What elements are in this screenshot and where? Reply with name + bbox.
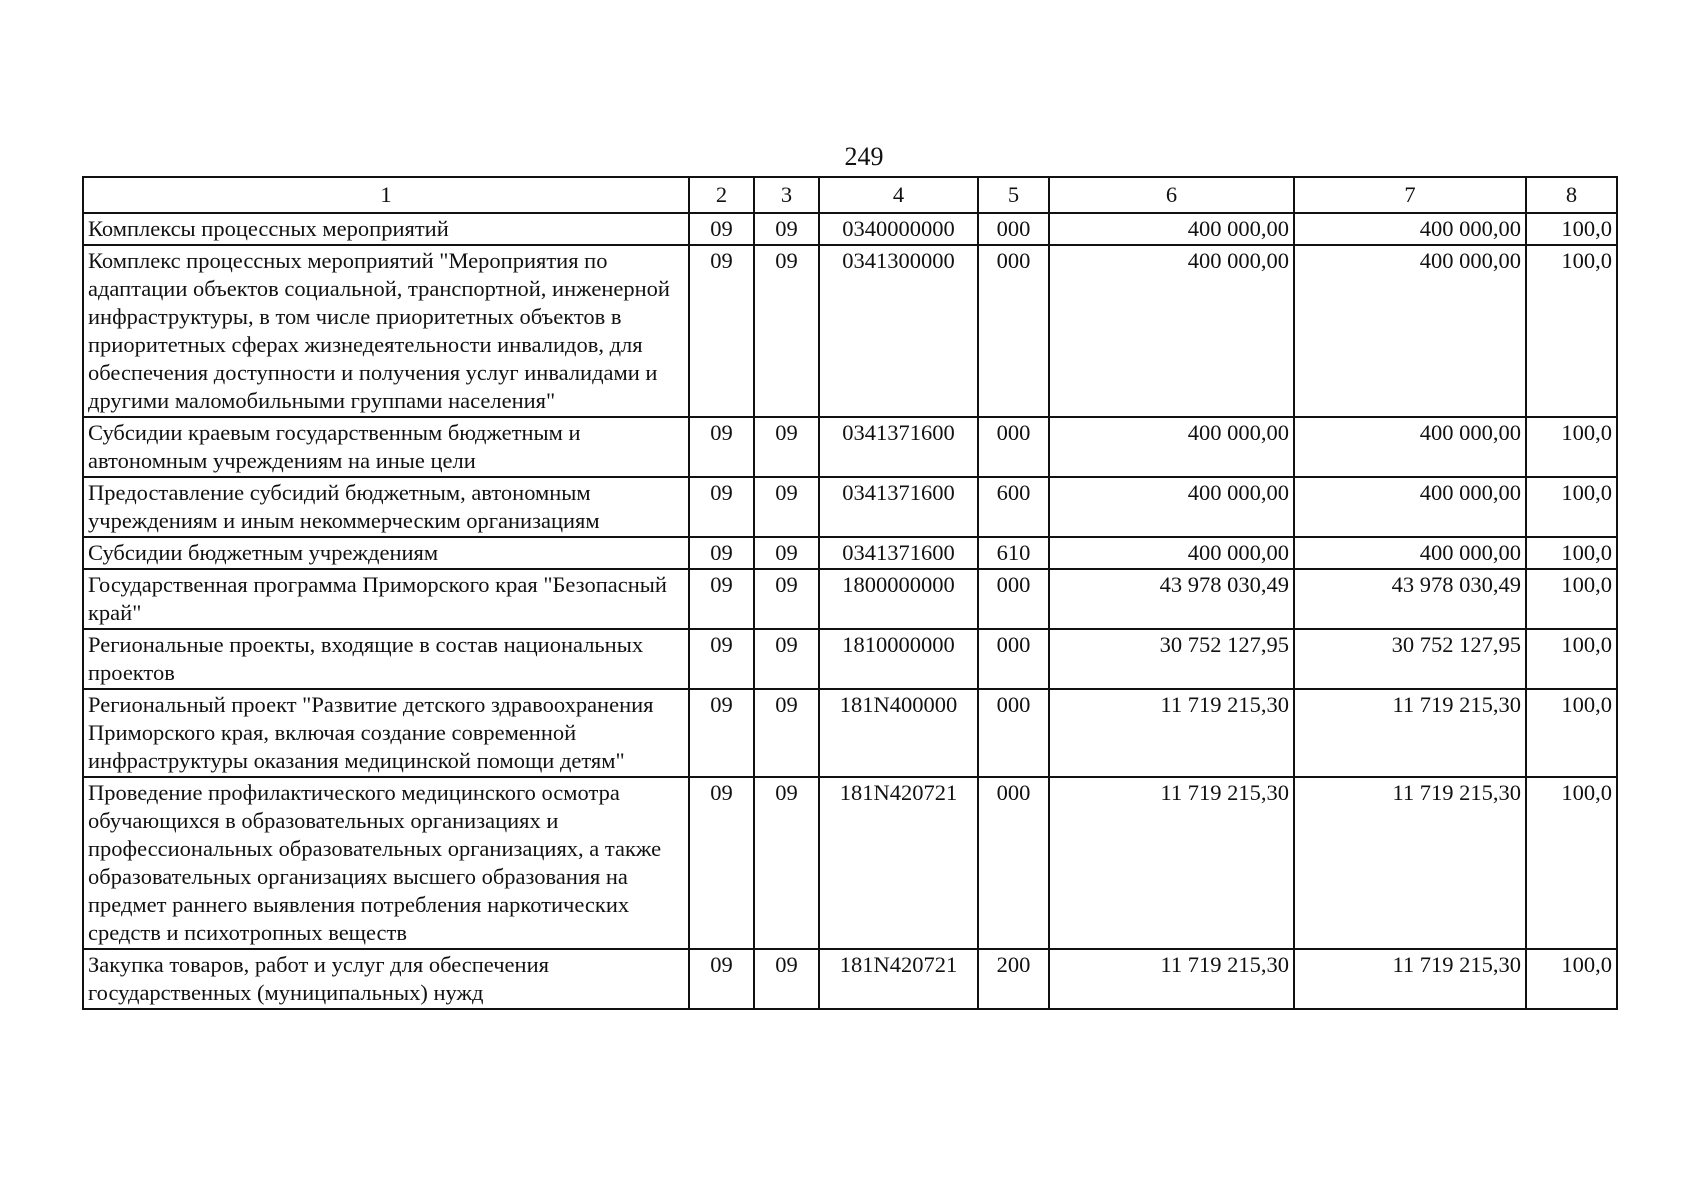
row-target-article: 1810000000 <box>819 629 978 689</box>
table-row <box>83 777 1617 949</box>
row-target-article: 0340000000 <box>819 213 978 245</box>
budget-table <box>82 176 1618 1010</box>
row-section: 09 <box>689 629 754 689</box>
table-body <box>83 213 1617 1009</box>
row-target-article: 0341300000 <box>819 245 978 417</box>
row-amount-executed: 400 000,00 <box>1294 213 1526 245</box>
row-percent: 100,0 <box>1526 213 1617 245</box>
row-percent: 100,0 <box>1526 537 1617 569</box>
row-expense-type: 000 <box>978 777 1049 949</box>
row-amount-planned: 11 719 215,30 <box>1049 949 1294 1009</box>
row-target-article: 181N420721 <box>819 777 978 949</box>
row-target-article: 181N400000 <box>819 689 978 777</box>
row-section: 09 <box>689 689 754 777</box>
column-header-6: 6 <box>1049 177 1294 213</box>
row-amount-planned: 30 752 127,95 <box>1049 629 1294 689</box>
row-target-article: 0341371600 <box>819 537 978 569</box>
row-amount-executed: 400 000,00 <box>1294 477 1526 537</box>
table-row <box>83 949 1617 1009</box>
row-amount-executed: 30 752 127,95 <box>1294 629 1526 689</box>
row-name: Закупка товаров, работ и услуг для обеспечения государственных (муниципальных) нужд <box>83 949 689 1009</box>
row-expense-type: 000 <box>978 689 1049 777</box>
row-section: 09 <box>689 417 754 477</box>
table-row <box>83 245 1617 417</box>
table-row <box>83 417 1617 477</box>
row-expense-type: 610 <box>978 537 1049 569</box>
row-percent: 100,0 <box>1526 689 1617 777</box>
column-header-3: 3 <box>754 177 819 213</box>
row-section: 09 <box>689 537 754 569</box>
row-amount-planned: 400 000,00 <box>1049 213 1294 245</box>
row-subsection: 09 <box>754 949 819 1009</box>
row-percent: 100,0 <box>1526 477 1617 537</box>
row-section: 09 <box>689 777 754 949</box>
header-row <box>83 177 1617 213</box>
row-subsection: 09 <box>754 569 819 629</box>
row-amount-planned: 11 719 215,30 <box>1049 777 1294 949</box>
row-name: Предоставление субсидий бюджетным, автономным учреждениям и иным некоммерческим организациям <box>83 477 689 537</box>
row-name: Субсидии бюджетным учреждениям <box>83 537 689 569</box>
row-expense-type: 000 <box>978 245 1049 417</box>
row-subsection: 09 <box>754 777 819 949</box>
row-section: 09 <box>689 245 754 417</box>
page-number: 249 <box>844 142 884 171</box>
row-amount-executed: 400 000,00 <box>1294 417 1526 477</box>
table-row <box>83 477 1617 537</box>
row-expense-type: 000 <box>978 213 1049 245</box>
row-section: 09 <box>689 213 754 245</box>
table-header <box>83 177 1617 213</box>
row-percent: 100,0 <box>1526 245 1617 417</box>
row-amount-executed: 43 978 030,49 <box>1294 569 1526 629</box>
table-row <box>83 537 1617 569</box>
row-expense-type: 000 <box>978 629 1049 689</box>
row-section: 09 <box>689 569 754 629</box>
row-section: 09 <box>689 477 754 537</box>
row-amount-planned: 43 978 030,49 <box>1049 569 1294 629</box>
row-amount-planned: 400 000,00 <box>1049 477 1294 537</box>
row-target-article: 181N420721 <box>819 949 978 1009</box>
row-target-article: 1800000000 <box>819 569 978 629</box>
row-amount-planned: 400 000,00 <box>1049 417 1294 477</box>
row-subsection: 09 <box>754 537 819 569</box>
row-target-article: 0341371600 <box>819 417 978 477</box>
column-header-8: 8 <box>1526 177 1617 213</box>
row-amount-executed: 400 000,00 <box>1294 245 1526 417</box>
row-name: Проведение профилактического медицинского осмотра обучающихся в образовательных организациях и профессиональных образовательных организациях, а также образовательных организациях высшего образования на предмет раннего выявления потребления наркотических средств и психотропных веществ <box>83 777 689 949</box>
column-header-5: 5 <box>978 177 1049 213</box>
row-subsection: 09 <box>754 477 819 537</box>
row-name: Региональные проекты, входящие в состав национальных проектов <box>83 629 689 689</box>
row-subsection: 09 <box>754 417 819 477</box>
row-percent: 100,0 <box>1526 629 1617 689</box>
row-percent: 100,0 <box>1526 417 1617 477</box>
row-amount-planned: 400 000,00 <box>1049 537 1294 569</box>
row-amount-planned: 11 719 215,30 <box>1049 689 1294 777</box>
table-row <box>83 629 1617 689</box>
row-amount-planned: 400 000,00 <box>1049 245 1294 417</box>
row-name: Субсидии краевым государственным бюджетным и автономным учреждениям на иные цели <box>83 417 689 477</box>
row-section: 09 <box>689 949 754 1009</box>
column-header-7: 7 <box>1294 177 1526 213</box>
row-name: Государственная программа Приморского края "Безопасный край" <box>83 569 689 629</box>
row-target-article: 0341371600 <box>819 477 978 537</box>
row-amount-executed: 11 719 215,30 <box>1294 777 1526 949</box>
row-name: Комплексы процессных мероприятий <box>83 213 689 245</box>
table-row <box>83 689 1617 777</box>
row-name: Региональный проект "Развитие детского здравоохранения Приморского края, включая создание современной инфраструктуры оказания медицинской помощи детям" <box>83 689 689 777</box>
row-subsection: 09 <box>754 213 819 245</box>
table-row <box>83 569 1617 629</box>
row-percent: 100,0 <box>1526 777 1617 949</box>
row-percent: 100,0 <box>1526 569 1617 629</box>
row-amount-executed: 11 719 215,30 <box>1294 949 1526 1009</box>
column-header-2: 2 <box>689 177 754 213</box>
row-subsection: 09 <box>754 629 819 689</box>
row-expense-type: 000 <box>978 417 1049 477</box>
row-expense-type: 200 <box>978 949 1049 1009</box>
row-expense-type: 000 <box>978 569 1049 629</box>
row-expense-type: 600 <box>978 477 1049 537</box>
row-percent: 100,0 <box>1526 949 1617 1009</box>
table-row <box>83 213 1617 245</box>
column-header-1: 1 <box>83 177 689 213</box>
row-amount-executed: 400 000,00 <box>1294 537 1526 569</box>
row-name: Комплекс процессных мероприятий "Мероприятия по адаптации объектов социальной, транспортной, инженерной инфраструктуры, в том числе приоритетных объектов в приоритетных сферах жизнедеятельности инвалидов, для обеспечения доступности и получения услуг инвалидами и другими маломобильными группами населения" <box>83 245 689 417</box>
row-amount-executed: 11 719 215,30 <box>1294 689 1526 777</box>
column-header-4: 4 <box>819 177 978 213</box>
row-subsection: 09 <box>754 689 819 777</box>
row-subsection: 09 <box>754 245 819 417</box>
